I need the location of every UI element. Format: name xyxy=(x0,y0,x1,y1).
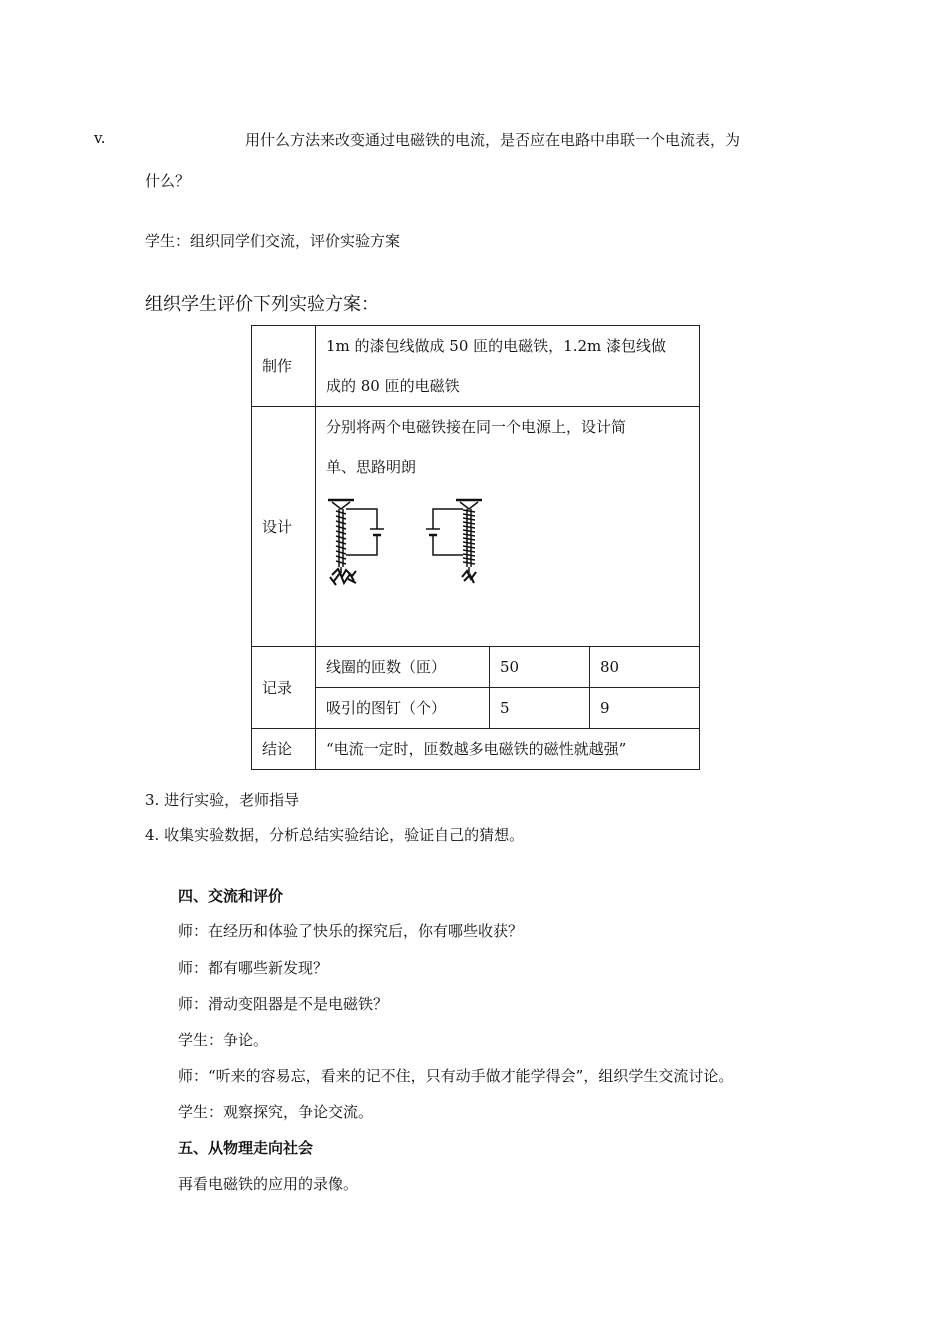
make-line-1: 1m 的漆包线做成 50 匝的电磁铁，1.2m 漆包线做 xyxy=(326,337,667,355)
question-line-2: 什么？ xyxy=(145,172,191,190)
row-label-make: 制作 xyxy=(252,326,316,407)
row-label-design: 设计 xyxy=(252,407,316,647)
question-line-1: 用什么方法来改变通过电磁铁的电流，是否应在电路中串联一个电流表，为 xyxy=(245,131,741,149)
record-turns-80: 80 xyxy=(590,647,700,688)
design-line-1: 分别将两个电磁铁接在同一个电源上，设计简 xyxy=(326,418,627,436)
section-4-title: 四、交流和评价 xyxy=(178,887,284,905)
electromagnet-circuit-diagram xyxy=(326,497,496,597)
right-electromagnet xyxy=(426,500,482,583)
record-pins-9: 9 xyxy=(590,688,700,729)
record-pins-5: 5 xyxy=(490,688,590,729)
section-5-line: 再看电磁铁的应用的录像。 xyxy=(178,1175,359,1193)
dialogue-line: 师：“听来的容易忘，看来的记不住，只有动手做才能学得会”，组织学生交流讨论。 xyxy=(178,1067,734,1085)
list-marker: v. xyxy=(94,129,106,147)
dialogue-line: 师：在经历和体验了快乐的探究后，你有哪些收获？ xyxy=(178,922,524,940)
row-label-conclusion: 结论 xyxy=(252,729,316,770)
design-line-2: 单、思路明朗 xyxy=(326,458,417,476)
left-electromagnet xyxy=(328,500,384,585)
conclusion-cell: “电流一定时，匝数越多电磁铁的磁性就越强” xyxy=(316,729,700,770)
table-heading: 组织学生评价下列实验方案： xyxy=(145,294,379,315)
record-turns-50: 50 xyxy=(490,647,590,688)
step-3: 3. 进行实验，老师指导 xyxy=(145,791,300,809)
design-cell xyxy=(316,407,700,647)
row-label-record: 记录 xyxy=(252,647,316,729)
record-pins-label: 吸引的图钉（个） xyxy=(316,688,490,729)
dialogue-line: 师：滑动变阻器是不是电磁铁？ xyxy=(178,995,389,1013)
section-5-title: 五、从物理走向社会 xyxy=(178,1139,314,1157)
experiment-table xyxy=(251,325,700,770)
make-cell xyxy=(316,326,700,407)
dialogue-line: 师：都有哪些新发现？ xyxy=(178,959,329,977)
step-4: 4. 收集实验数据，分析总结实验结论，验证自己的猜想。 xyxy=(145,826,525,844)
student-line: 学生：组织同学们交流，评价实验方案 xyxy=(145,232,401,250)
make-line-2: 成的 80 匝的电磁铁 xyxy=(326,377,460,395)
dialogue-line: 学生：观察探究，争论交流。 xyxy=(178,1103,374,1121)
record-turns-label: 线圈的匝数（匝） xyxy=(316,647,490,688)
dialogue-line: 学生：争论。 xyxy=(178,1031,269,1049)
